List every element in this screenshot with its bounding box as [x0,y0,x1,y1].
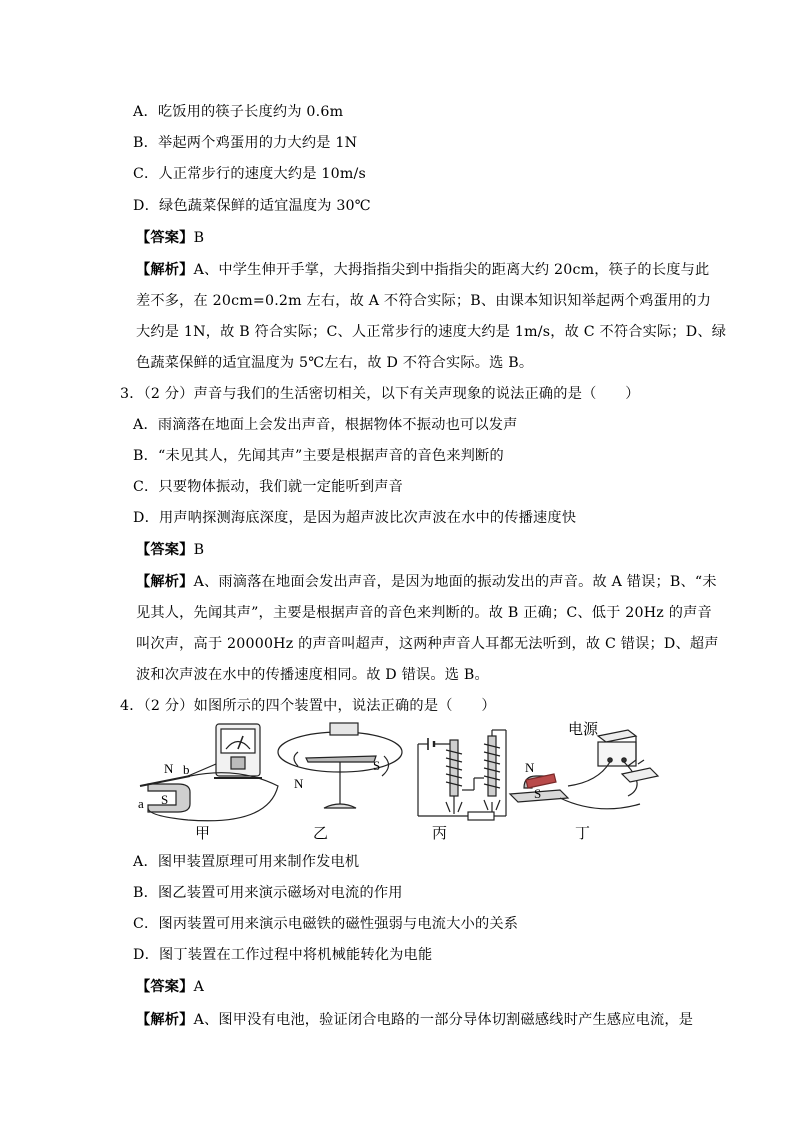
caption-bing: 丙 [432,824,448,842]
label-s: S [161,792,169,807]
q3-option-d: D．用声呐探测海底深度，是因为超声波比次声波在水中的传播速度快 [133,510,577,526]
q4-answer [136,977,204,997]
label-s: S [534,786,542,801]
q2-option-c: C．人正常步行的速度大约是 10m/s [133,166,366,182]
caption-ding: 丁 [575,824,591,842]
q2-analysis-line-3: 大约是 1N，故 B 符合实际；C、人正常步行的速度大约是 1m/s，故 C 不符合实际；D、绿 [136,324,727,340]
label-n: N [164,761,174,776]
q2-analysis-line-2: 差不多，在 20cm=0.2m 左右，故 A 不符合实际；B、由课本知识知举起两个鸡蛋用的力 [136,293,712,309]
q3-analysis-line-4: 波和次声波在水中的传播速度相同。故 D 错误。选 B。 [136,667,489,683]
analysis-tag: 【解析】 [136,1012,194,1028]
q3-answer [136,540,204,560]
label-n: N [525,760,535,775]
answer-value: B [193,542,205,558]
q2-analysis-line-1 [136,260,709,280]
q3-option-b: B．“未见其人，先闻其声”主要是根据声音的音色来判断的 [133,448,504,464]
answer-value: A [193,979,205,995]
q4-option-a: A．图甲装置原理可用来制作发电机 [133,854,360,870]
q4-option-b: B．图乙装置可用来演示磁场对电流的作用 [133,885,403,901]
power-supply-label: 电源 [568,720,599,738]
q4-analysis-line-1 [136,1010,693,1030]
figure-ding-apparatus [510,720,658,809]
q3-analysis-line-3: 叫次声，高于 20000Hz 的声音叫超声，这两种声音人耳都无法听到，故 C 错误；D、超声 [136,636,719,652]
q2-analysis-line-4: 色蔬菜保鲜的适宜温度为 5℃左右，故 D 不符合实际。选 B。 [136,355,534,371]
q3-option-c: C．只要物体振动，我们就一定能听到声音 [133,479,404,495]
q4-figure [128,716,668,846]
analysis-text: A、图甲没有电池，验证闭合电路的一部分导体切割磁感线时产生感应电流，是 [193,1012,694,1028]
q2-option-d: D．绿色蔬菜保鲜的适宜温度为 30℃ [133,198,371,214]
q2-option-b: B．举起两个鸡蛋用的力大约是 1N [133,135,358,151]
q2-option-a: A．吃饭用的筷子长度约为 0.6m [133,104,344,120]
figure-yi-apparatus [278,723,402,808]
answer-tag: 【答案】 [136,979,194,995]
caption-jia: 甲 [195,824,211,842]
q4-option-d: D．图丁装置在工作过程中将机械能转化为电能 [133,947,433,963]
answer-tag: 【答案】 [136,230,194,246]
analysis-tag: 【解析】 [136,262,194,278]
analysis-tag: 【解析】 [136,574,194,590]
answer-value: B [193,230,205,246]
q4-stem: 4．（2 分）如图所示的四个装置中，说法正确的是（ ） [120,698,496,714]
figure-jia-apparatus [138,724,278,821]
q3-option-a: A．雨滴落在地面上会发出声音，根据物体不振动也可以发声 [133,417,518,433]
label-a: a [138,796,144,811]
q2-answer [136,228,204,248]
q3-analysis-line-2: 见其人，先闻其声”，主要是根据声音的音色来判断的。故 B 正确；C、低于 20Hz 的声音 [136,605,712,621]
q4-option-c: C．图丙装置可用来演示电磁铁的磁性强弱与电流大小的关系 [133,916,519,932]
q3-analysis-line-1 [136,572,717,592]
q3-stem: 3．（2 分）声音与我们的生活密切相关，以下有关声现象的说法正确的是（ ） [120,386,640,402]
four-apparatus-diagram [128,716,668,846]
label-s: S [373,758,381,773]
label-b: b [183,762,190,777]
analysis-text: A、雨滴落在地面会发出声音，是因为地面的振动发出的声音。故 A 错误；B、“未 [193,574,717,590]
answer-tag: 【答案】 [136,542,194,558]
caption-yi: 乙 [313,824,329,842]
analysis-text: A、中学生伸开手掌，大拇指指尖到中指指尖的距离大约 20cm，筷子的长度与此 [193,262,710,278]
figure-bing-apparatus [418,730,506,820]
label-n: N [294,776,304,791]
